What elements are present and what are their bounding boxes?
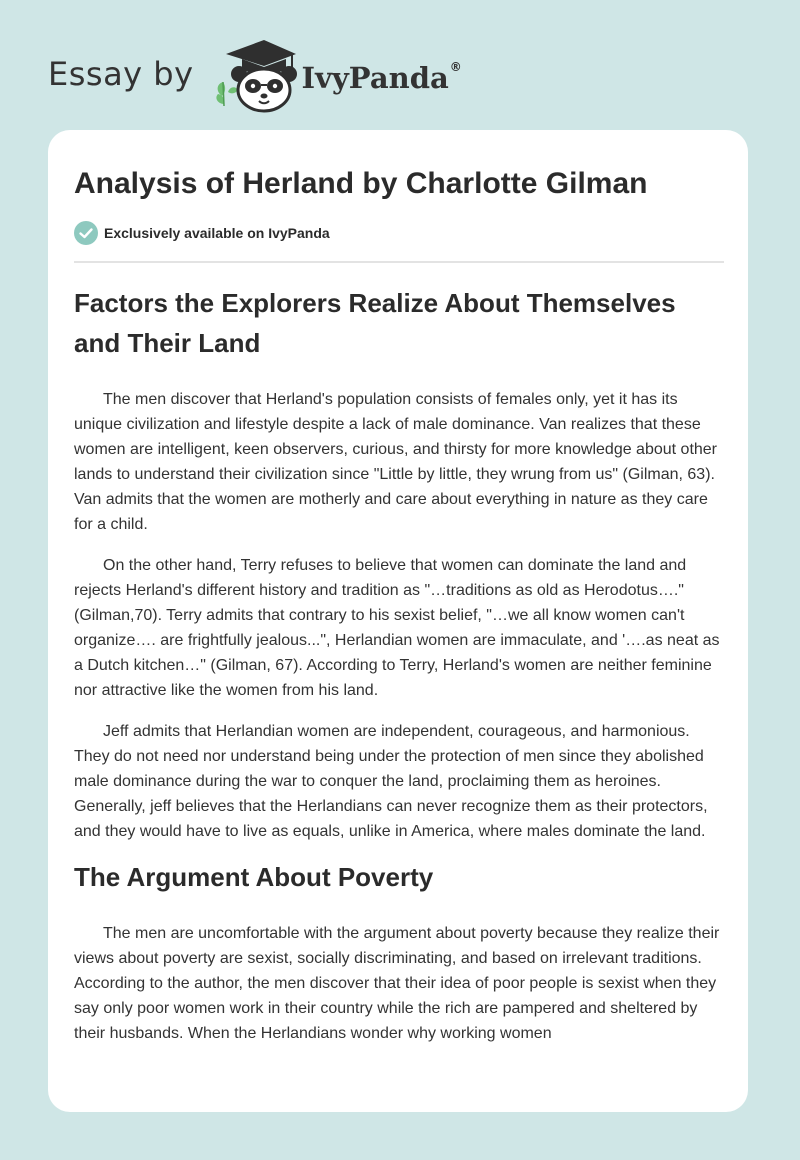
- check-circle-icon: [74, 221, 98, 245]
- page-title: Analysis of Herland by Charlotte Gilman: [74, 167, 648, 200]
- section-heading: The Argument About Poverty: [74, 862, 434, 892]
- exclusive-badge: [74, 220, 722, 246]
- paragraph: The men are uncomfortable with the argument about poverty because they realize their views about poverty are sexist, socially discriminating, and based on irrelevant traditions. According to the author, the men discover that their idea of poor people is sexist when they say only poor women work in their country while the rich are pampered and sheltered by their husbands. When the Herlandians wonder why working women: [74, 925, 720, 1042]
- paragraph: On the other hand, Terry refuses to believe that women can dominate the land and rejects Herland's different history and tradition as "…traditions as old as Herodotus…." (Gilman,70). Terry admits that contrary to his sexist belief, "…we all know women can't organize…. are frightfully jealous...", Herlandian women are immaculate, and '….as neat as a Dutch kitchen…" (Gilman, 67). According to Terry, Herland's women are neither feminine nor attractive like the women from his land.: [74, 557, 720, 699]
- paragraph: The men discover that Herland's population consists of females only, yet it has its unique civilization and lifestyle despite a lack of male dominance. Van realizes that these women are intelligent, keen observers, curious, and thirsty for more knowledge about other lands to understand their civilization since "Little by little, they wrung from us" (Gilman, 63). Van admits that the women are motherly and care about everything in nature as they care for a child.: [74, 391, 718, 533]
- paragraph: Jeff admits that Herlandian women are independent, courageous, and harmonious. They do not need nor understand being under the protection of men since they abolished male dominance during the war to conquer the land, proclaiming them as heroines. Generally, jeff believes that the Herlandians can never recognize them as their protectors, and they would have to live as equals, unlike in America, where males dominate the land.: [74, 723, 708, 840]
- article-card: [48, 130, 748, 1112]
- site-logo[interactable]: [48, 34, 462, 114]
- badge-label: Exclusively available on IvyPanda: [104, 225, 330, 241]
- logo-prefix: Essay by: [48, 55, 194, 93]
- panda-graduate-icon: [208, 34, 300, 114]
- divider: [74, 261, 724, 263]
- section-heading: Factors the Explorers Realize About Themselves and Their Land: [74, 288, 676, 358]
- brand-name: IvyPanda®: [301, 60, 462, 95]
